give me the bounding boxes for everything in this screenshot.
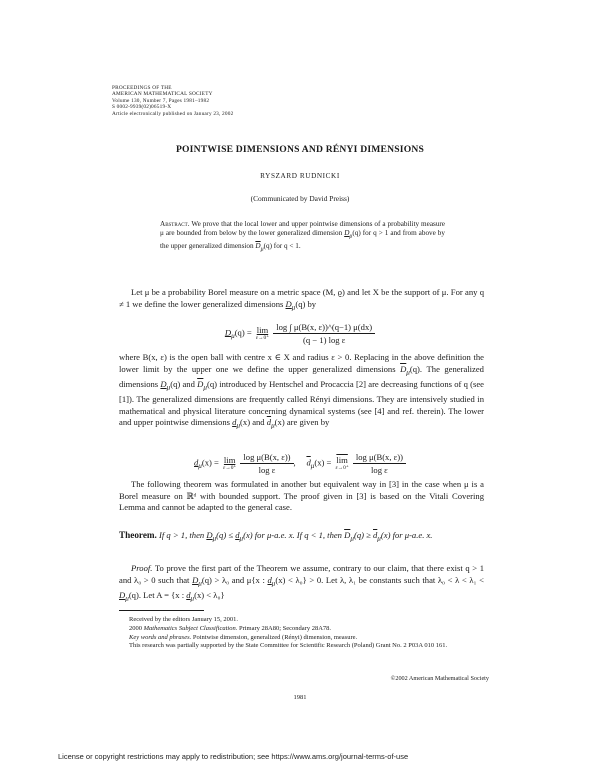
theorem-statement: Theorem. If q > 1, then $D_\mu(q) \le d_\mu(x)$ for μ-a.e. x. If q < 1, then $\overline{D}_\mu(q) \ge \overline{d}_\mu(x)$ for μ-a.e. x.: [119, 530, 433, 543]
journal-name-line1: PROCEEDINGS OF THE: [112, 85, 172, 91]
equation-pointwise-dimensions: $d_\mu(x) = \lim$ ε→0⁺ $\frac{\text{log μ(B(x, ε))}}{\text{log ε}}$ , $\overline{d}_\mu(x) = \overline{lim}$ ε→0⁺ $\frac{\text{log μ(B(x, ε))}}{\text{log ε}}$: [0, 452, 600, 475]
volume-info: Volume 130, Number 7, Pages 1981–1982: [112, 97, 210, 104]
received-date: Received by the editors January 15, 2001.: [129, 616, 239, 623]
intro-paragraph: Let μ be a probability Borel measure on a metric space (M, ϱ) and let X be the support of μ. For any q ≠ 1 we define the lower generalized dimensions $D_\mu(q)$ by: [119, 287, 484, 312]
abstract: Abstract. We prove that the local lower and upper pointwise dimensions of a probability measure μ are bounded from below by the lower generalized dimension $D_\mu(q)$ for q > 1 and from above by the upper generalized dimension $\overline{D}_\mu(q)$ for q < 1.: [160, 220, 445, 253]
communicated-by: (Communicated by David Preiss): [250, 194, 350, 203]
journal-header: [112, 85, 233, 117]
issn-info: S 0002-9939(02)06519-X: [112, 104, 172, 111]
publication-date: Article electronically published on January 23, 2002: [112, 110, 234, 117]
license-notice[interactable]: License or copyright restrictions may apply to redistribution; see https://www.ams.org/journal-terms-of-use: [58, 752, 409, 761]
theorem-context-paragraph: The following theorem was formulated in another but equivalent way in [3] in the case when μ is a Borel measure on ℝᵈ with bounded support. The proof given in [3] is based on the Vitali Covering Lemma and cannot be adapted to the general case.: [119, 479, 484, 513]
theorem-label: Theorem.: [119, 530, 157, 540]
journal-name-line2: AMERICAN MATHEMATICAL SOCIETY: [112, 91, 213, 98]
equation-lower-generalized-dimension: $D_\mu(q) = \lim$ ε→0⁺ $\frac{\log \int \mu(B(x, \varepsilon))\^{}(q-1) \mu(dx)}{\text{(q − 1) log ε}}$: [0, 322, 600, 345]
paper-title: POINTWISE DIMENSIONS AND RÉNYI DIMENSIONS: [175, 144, 425, 155]
copyright-notice: ©2002 American Mathematical Society: [390, 675, 489, 682]
footnotes: [119, 616, 489, 651]
definitions-paragraph: where B(x, ε) is the open ball with centre x ∈ X and radius ε > 0. Replacing in the above definition the lower limit by the upper one we define the upper generalized dimensions $\overline{D}_\mu(q)$. The generalized dimensions $D_\mu(q)$ and $\overline{D}_\mu(q)$ introduced by Hentschel and Procaccia [2] are decreasing functions of q (see [1]). The generalized dimensions are frequently called Rényi dimensions. They are intensively studied in mathematical and physical literature concerning dynamical systems (see [4] and ref. therein). The lower and upper pointwise dimensions $d_\mu(x)$ and $\overline{d}_\mu(x)$ are given by: [119, 352, 484, 431]
msc-classification: 2000 Mathematics Subject Classification. Primary 28A80; Secondary 28A78.: [129, 624, 332, 632]
page-number: 1981: [293, 694, 307, 701]
proof-label: Proof.: [131, 563, 153, 573]
footnote-divider: [119, 610, 204, 611]
author-name: RYSZARD RUDNICKI: [260, 172, 340, 180]
keywords: Key words and phrases. Pointwise dimension, generalized (Rényi) dimension, measure.: [129, 633, 358, 641]
funding-note: This research was partially supported by the State Committee for Scientific Research (Poland) Grant No. 2 P03A 010 161.: [129, 642, 448, 650]
proof-paragraph: Proof. To prove the first part of the Theorem we assume, contrary to our claim, that there exist q > 1 and λ₀ > 0 such that $D_\mu(q) > \lambda_0$ and μ{x : $d_\mu(x) < \lambda_0\} > 0$. Let λ, λ₁ be constants such that $\lambda_0 < \lambda < \lambda_1 < D_\mu(q)$. Let A = {x : $d_\mu(x) < \lambda_0$}: [119, 563, 485, 603]
abstract-label: Abstract.: [160, 220, 190, 228]
